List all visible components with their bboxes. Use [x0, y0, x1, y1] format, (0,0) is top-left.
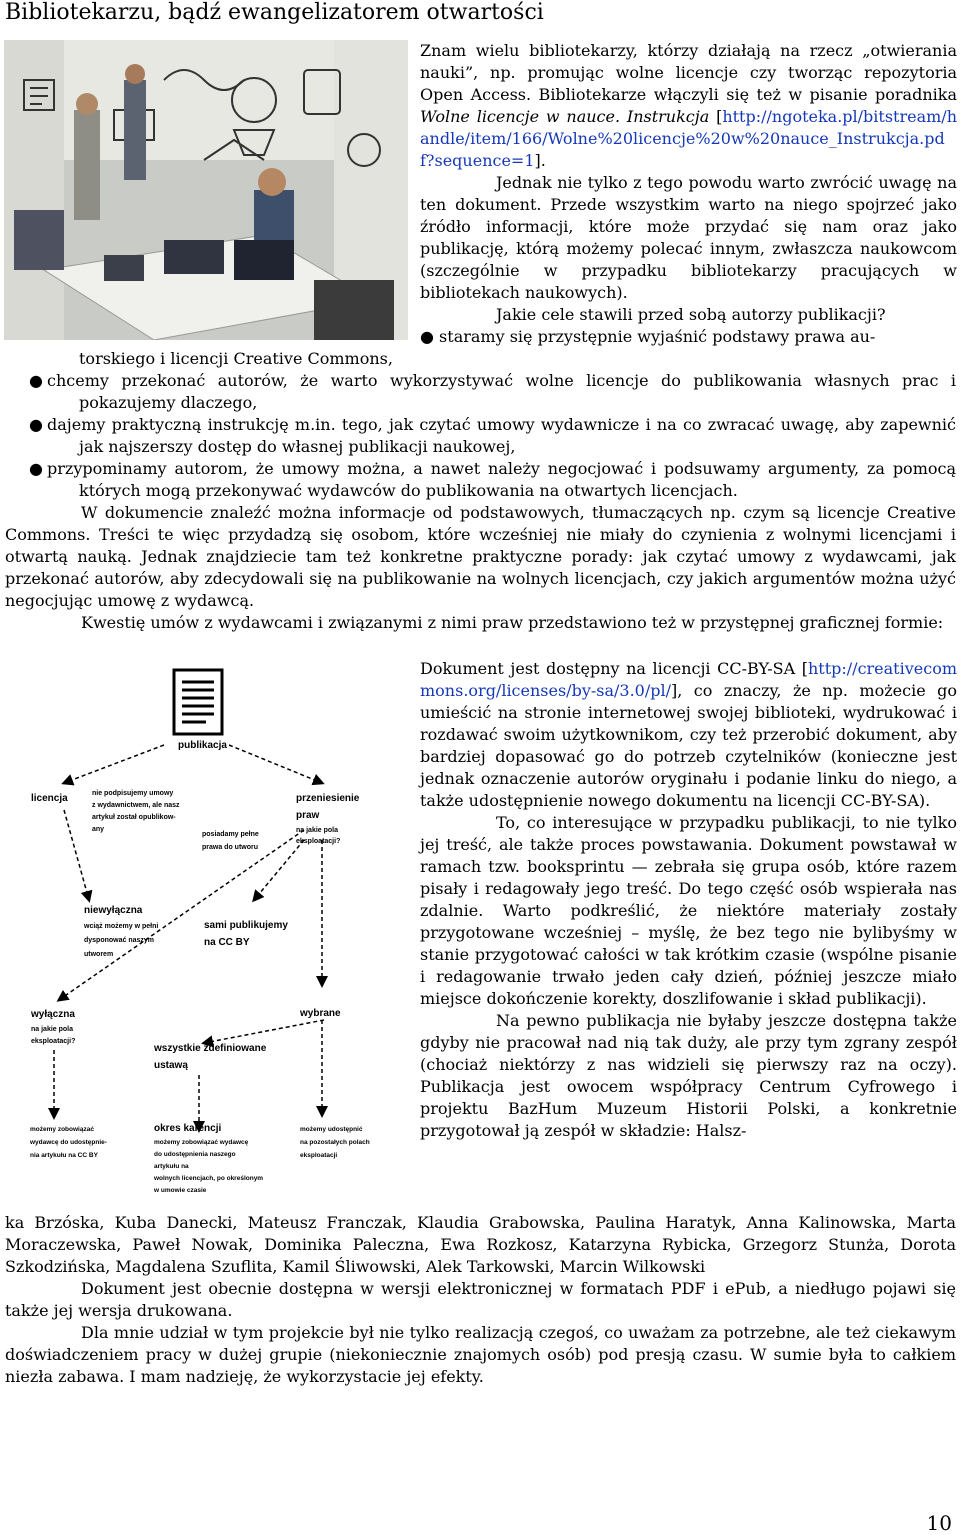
licencja-note	[92, 790, 180, 833]
posiadamy-2: prawa do utworu	[202, 844, 258, 851]
intro-bracket-close: ].	[534, 151, 546, 170]
guide-link[interactable]: http://ngoteka.pl/bitstream/handle/item/166/Wolne%20licencje%20w%20nauce_Instrukcja.pdf?sequence=1	[420, 107, 957, 170]
bullet-1-end: torskiego i licencji Creative Commons,	[79, 349, 393, 368]
note-line: nie podpisujemy umowy	[92, 790, 174, 797]
note-line: możemy zobowiązać wydawcę	[154, 1139, 249, 1146]
niewylaczna-note-3: utworem	[84, 951, 114, 958]
diagram-licencja: licencja	[31, 793, 68, 804]
rights-diagram	[4, 655, 408, 1195]
bullet-4	[5, 458, 956, 502]
note-line: z wydawnictwem, ale nasz	[92, 802, 180, 809]
note-line: do udostępnienia naszego	[154, 1151, 236, 1158]
bottom-block	[5, 1212, 956, 1388]
przeniesienie-note-2: eksploatacji?	[296, 838, 341, 845]
left-bottom-note	[29, 1126, 107, 1159]
intro-paragraph-2: Jednak nie tylko z tego powodu warto zwrócić uwagę na ten dokument. Przede wszystkim warto na niego spojrzeć jako źródło informacji, które może przydać się nam oraz jako publikację, którą możemy polecać innym, zwłaszcza naukowcom (szczególnie w przypadku bibliotekarzy pracujących w bibliotekach naukowych).	[420, 173, 957, 302]
sami-1: sami publikujemy	[204, 920, 288, 931]
bullet-3	[5, 414, 956, 458]
posiadamy-1: posiadamy pełne	[202, 831, 259, 838]
note-line: nia artykułu na CC BY	[30, 1152, 98, 1159]
goals-question: Jakie cele stawili przed sobą autorzy publikacji?	[496, 305, 886, 324]
intro-bracket-open: [	[709, 107, 723, 126]
bullet-2-text: chcemy przekonać autorów, że warto wykorzystywać wolne licencje do publikowania własnych prac i pokazujemy dlaczego,	[47, 371, 956, 412]
diagram-niewylaczna: niewyłączna	[84, 905, 143, 916]
diagram-wybrane: wybrane	[300, 1008, 341, 1019]
note-line: eksploatacji	[300, 1152, 338, 1159]
team-list: ka Brzóska, Kuba Danecki, Mateusz Franczak, Klaudia Grabowska, Paulina Haratyk, Anna Kalinowska, Marta Moraczewska, Paweł Nowak, Dominika Paleczna, Ewa Rozkosz, Katarzyna Rybicka, Grzegorz Stunża, Dorota Szkodzińska, Magdalena Szuflita, Kamil Śliwowski, Alek Tarkowski, Marcin Wilkowski	[5, 1213, 956, 1276]
note-line: możemy zobowiązać	[30, 1126, 94, 1133]
note-line: w umowie czasie	[154, 1187, 207, 1194]
page-title: Bibliotekarzu, bądź ewangelizatorem otwartości	[5, 0, 544, 25]
diagram-wylaczna: wyłączna	[31, 1009, 75, 1020]
niewylaczna-note-1: wciąż możemy w pełni	[84, 923, 159, 930]
doc-paragraph: W dokumencie znaleźć można informacje od podstawowych, tłumaczących np. czym są licencje Creative Commons. Treści te więc przydadzą się osobom, które wcześniej nie miały do czynienia z wolnymi licencjami i otwartą nauką. Jednak znajdziecie tam też konkretne praktyczne porady: jak czytać umowy z wydawcami, jak przekonać autorów, aby zdecydowali się na publikowanie na wolnych licencjach, czy jakich argumentów można użyć negocjując umowę z wydawcą.	[5, 503, 956, 610]
booksprint-paragraph: To, co interesujące w przypadku publikacji, to nie tylko jej treść, ale także proces powstawania. Dokument powstawał w ramach tzw. booksprintu — zebrała się grupa osób, które razem pisały i redagowały jego treść. Do tego część osób wspierała nas zdalnie. Warto podkreślić, że niektóre materiały zostały przygotowane wcześniej – myślę, że bez tego nie bylibyśmy w stanie przygotować całości w tak krótkim czasie (wspólne pisanie i redagowanie trwało jeden cały dzień, później jeszcze miało miejsce dokończenie korekty, doszlifowanie i skład publikacji).	[420, 813, 957, 1008]
diagram-publikacja: publikacja	[178, 740, 227, 751]
intro-block	[420, 40, 957, 348]
bullet-1-start: staramy się przystępnie wyjaśnić podstawy prawa au-	[439, 327, 876, 346]
epub-paragraph: Dokument jest obecnie dostępna w wersji elektronicznej w formatach PDF i ePub, a niedługo pojawi się także jej wersja drukowana.	[5, 1279, 956, 1320]
bullet-dot: ●	[29, 415, 43, 434]
wszystkie-2: ustawą	[154, 1060, 188, 1071]
license-text-rest: ], co znaczy, że np. możecie go umieścić na stronie internetowej swojej biblioteki, wydrukować i rozdawać swoim użytkownikom, czy też przerobić dokument, aby bardziej dopasować go do potrzeb czytelników (konieczne jest jednak oznaczenie autorów oryginału i podanie linku do niego, a także udostępnienie nowego dokumentu na licencji CC-BY-SA).	[420, 681, 957, 810]
license-block	[420, 658, 957, 1142]
wszystkie-1: wszystkie zdefiniowane	[154, 1043, 267, 1054]
okres-note	[153, 1139, 263, 1194]
final-paragraph: Dla mnie udział w tym projekcie był nie tylko realizacją czegoś, co uważam za potrzebne, ale też ciekawym doświadczeniem pracy w dużej grupie (niekoniecznie znajomych osób) pod presją czasu. W sumie była to całkiem niezła zabawa. I mam nadzieję, że wykorzystacie jej efekty.	[5, 1323, 956, 1386]
note-line: na pozostałych polach	[300, 1139, 370, 1146]
note-line: wolnych licencjach, po określonym	[154, 1175, 264, 1182]
wylaczna-note-1: na jakie pola	[31, 1026, 74, 1033]
bullet-3-text: dajemy praktyczną instrukcję m.in. tego, jak czytać umowy wydawnicze i na co zwracać uwagę, aby zapewnić jak najszerszy dostęp do własnej publikacji naukowej,	[47, 415, 956, 456]
bullet-4-text: przypominamy autorom, że umowy można, a nawet należy negocjować i podsuwamy argumenty, za pomocą których mogą przekonywać wydawców do publikowania na otwartych licencjach.	[47, 459, 956, 500]
diagram-praw: praw	[296, 810, 320, 821]
office-photo	[4, 40, 408, 340]
page-number: 10	[926, 1511, 952, 1535]
wylaczna-note-2: eksploatacji?	[31, 1038, 76, 1045]
note-line: wydawcę do udostępnie-	[30, 1139, 107, 1146]
bullet-dot: ●	[29, 459, 43, 478]
note-line: możemy udostępnić	[300, 1126, 363, 1133]
team-paragraph-start: Na pewno publikacja nie byłaby jeszcze dostępna także gdyby nie pracował nad nią tak duży, ale przy tym zgrany zespół (chociaż niektórzy z nas widzieli się pierwszy raz na oczy). Publikacja jest owocem współpracy Centrum Cyfrowego i projektu BazHum Muzeum Historii Polski, a konkretnie przygotował ją zespół w składzie: Halsz-	[420, 1011, 957, 1140]
document-icon	[174, 670, 222, 734]
guide-title: Wolne licencje w nauce. Instrukcja	[420, 107, 710, 126]
note-line: any	[92, 826, 105, 833]
intro-text: Znam wielu bibliotekarzy, którzy działają na rzecz „otwierania nauki”, np. promując wolne licencje czy tworząc repozytoria Open Access. Bibliotekarze włączyli się też w pisanie poradnika	[420, 41, 957, 104]
note-line: artykułu na	[154, 1163, 189, 1170]
bullet-dot: ●	[29, 371, 43, 390]
bullet-2	[5, 370, 956, 414]
bullet-list	[5, 348, 956, 634]
graphic-paragraph: Kwestię umów z wydawcami i związanymi z nimi praw przedstawiono też w przystępnej graficznej formie:	[81, 613, 944, 632]
niewylaczna-note-2: dysponować naszym	[84, 937, 155, 944]
bullet-dot: ●	[420, 327, 440, 346]
right-bottom-note	[300, 1126, 370, 1159]
diagram-okres: okres karencji	[154, 1123, 222, 1134]
license-link[interactable]: http://creativecommons.org/licenses/by-sa/3.0/pl/	[420, 659, 957, 700]
diagram-przeniesienie: przeniesienie	[296, 793, 360, 804]
license-text: Dokument jest dostępny na licencji CC-BY-SA [	[420, 659, 808, 678]
przeniesienie-note-1: na jakie pola	[296, 827, 339, 834]
note-line: artykuł został opublikow-	[92, 814, 176, 821]
sami-2: na CC BY	[204, 937, 250, 948]
